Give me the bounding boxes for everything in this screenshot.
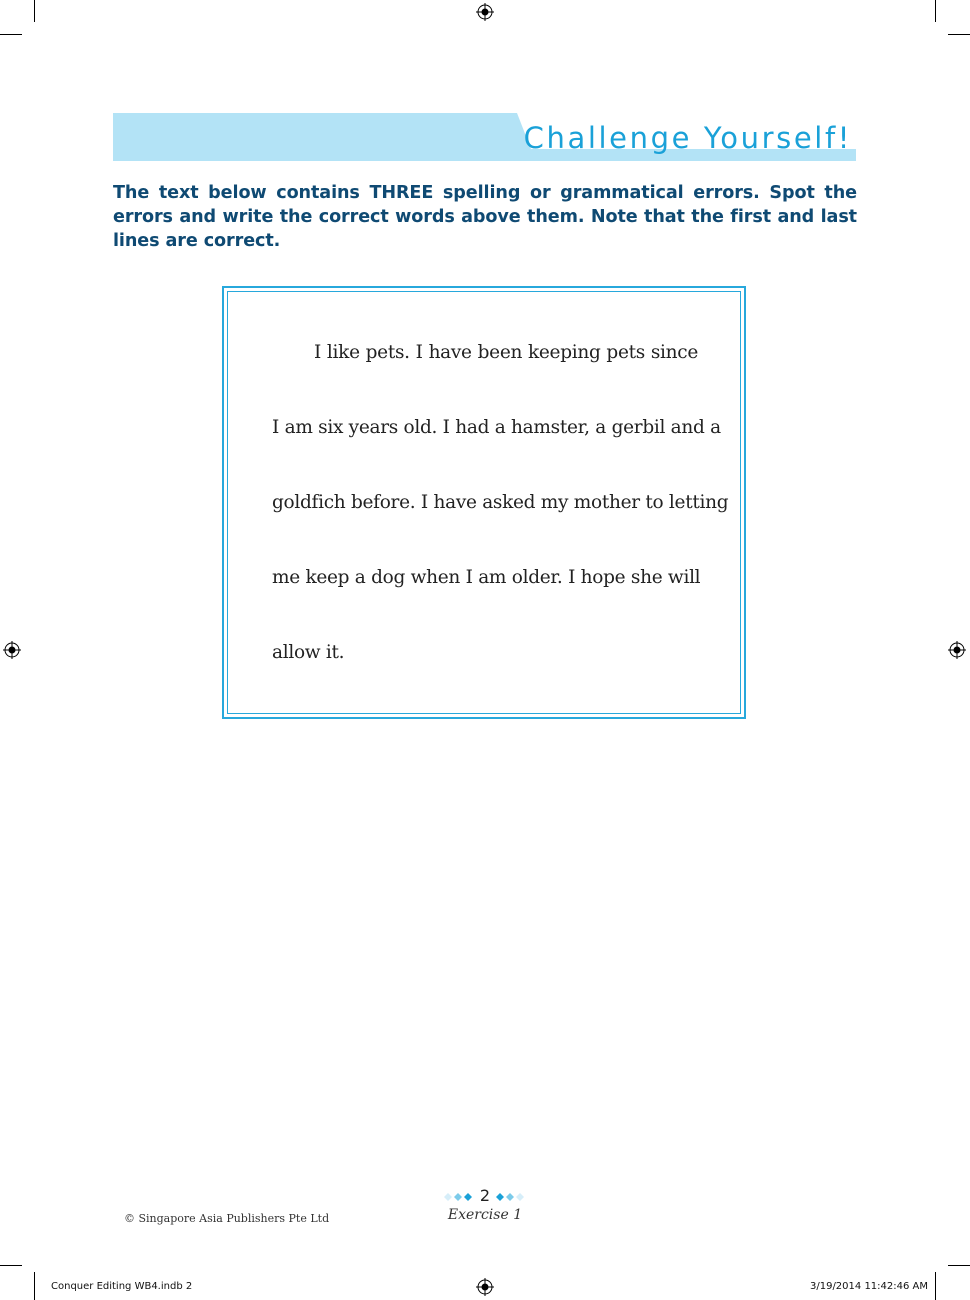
passage-line-4: me keep a dog when I am older. I hope she will bbox=[272, 567, 701, 588]
print-slug-timestamp: 3/19/2014 11:42:46 AM bbox=[809, 1281, 928, 1292]
header-banner bbox=[113, 113, 856, 161]
registration-mark-icon bbox=[476, 3, 494, 21]
crop-mark-bottom-left-v bbox=[34, 1272, 35, 1300]
registration-mark-icon bbox=[476, 1278, 494, 1296]
page-title: Challenge Yourself! bbox=[523, 121, 852, 155]
diamond-ornament-right-icon bbox=[496, 1192, 528, 1202]
copyright-text: © Singapore Asia Publishers Pte Ltd bbox=[124, 1212, 330, 1225]
passage-line-1: I like pets. I have been keeping pets since bbox=[314, 342, 698, 363]
passage-line-5: allow it. bbox=[272, 642, 345, 663]
crop-mark-bottom-right-h bbox=[948, 1265, 970, 1266]
crop-mark-bottom-left-h bbox=[0, 1265, 22, 1266]
passage-line-3: goldfich before. I have asked my mother to letting bbox=[272, 492, 729, 513]
print-slug-file: Conquer Editing WB4.indb 2 bbox=[51, 1281, 193, 1292]
page-number: 2 bbox=[479, 1186, 491, 1205]
passage-line-2: I am six years old. I had a hamster, a gerbil and a bbox=[272, 417, 721, 438]
crop-mark-top-right-h bbox=[948, 34, 970, 35]
crop-mark-top-right-v bbox=[935, 0, 936, 22]
page-number-row bbox=[420, 1186, 550, 1208]
instructions-text: The text below contains THREE spelling or grammatical errors. Spot the errors and write the correct words above them. Note that the first and last lines are correct. bbox=[113, 183, 857, 251]
registration-mark-icon bbox=[948, 641, 966, 659]
crop-mark-top-left-h bbox=[0, 34, 22, 35]
crop-mark-top-left-v bbox=[34, 0, 35, 22]
registration-mark-icon bbox=[3, 641, 21, 659]
crop-mark-bottom-right-v bbox=[935, 1272, 936, 1300]
exercise-label: Exercise 1 bbox=[447, 1207, 523, 1223]
